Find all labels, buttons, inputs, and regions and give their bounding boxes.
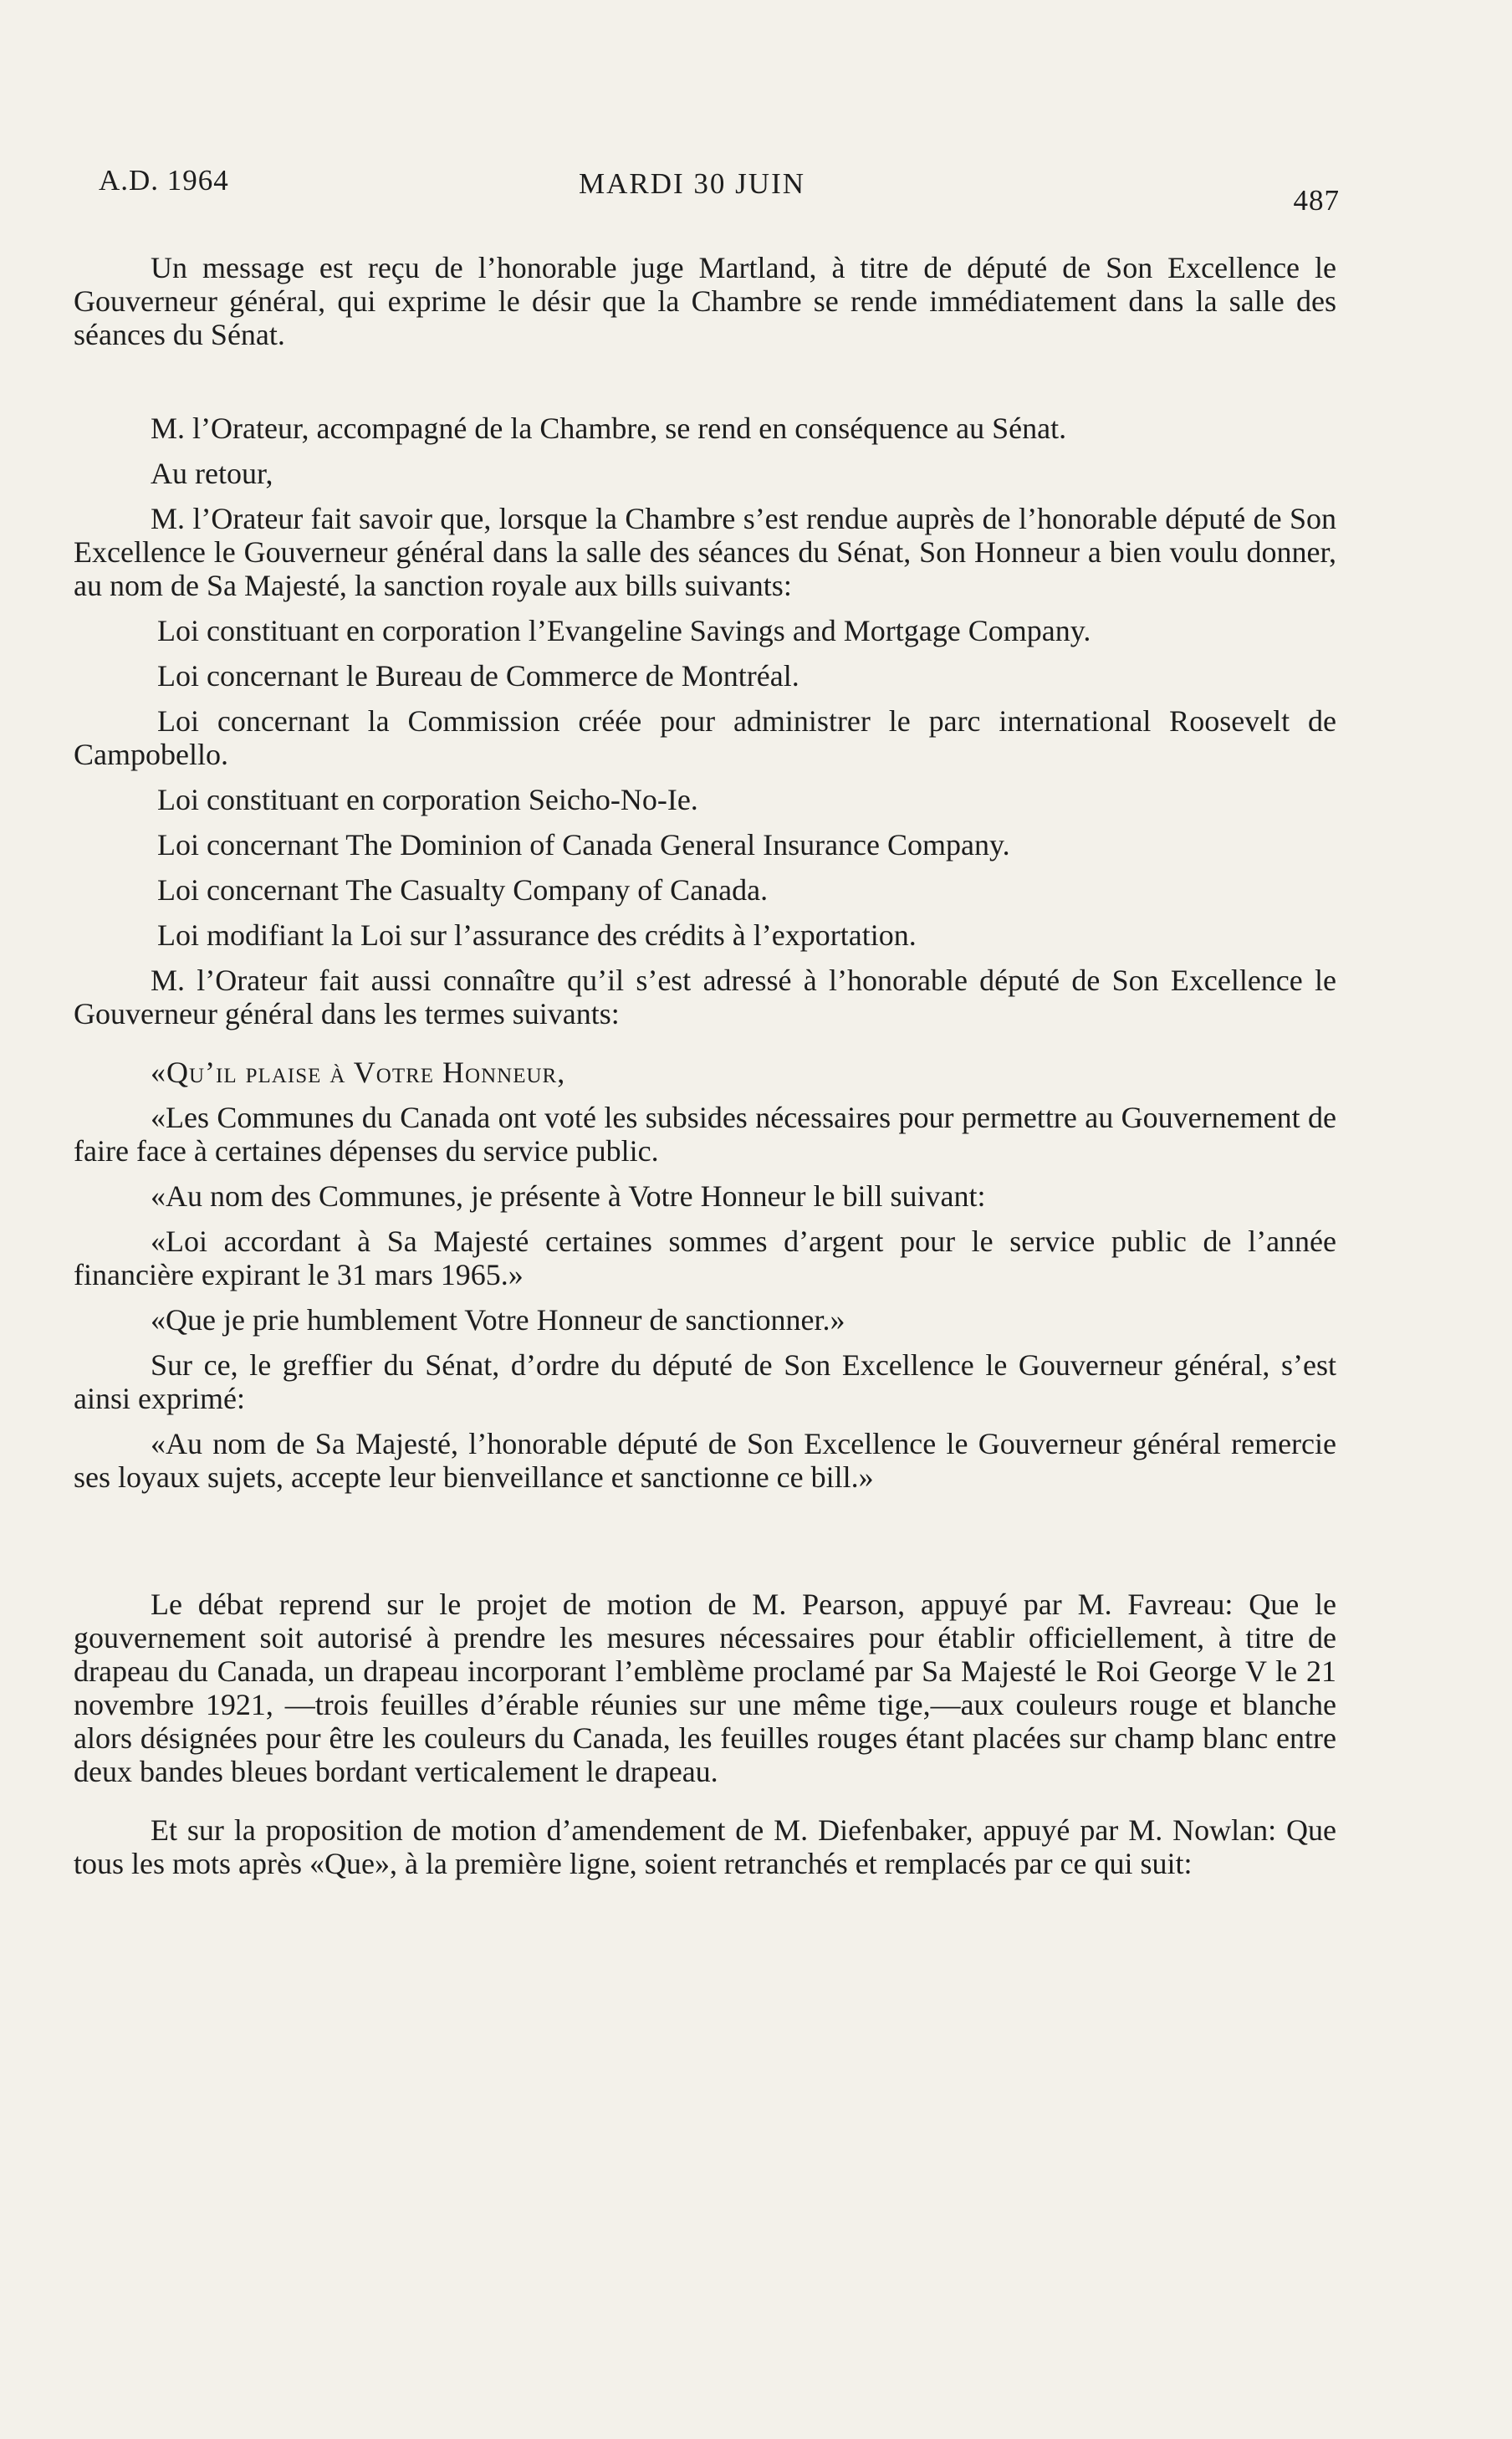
paragraph-flag-debate: Le débat reprend sur le projet de motion de M. Pearson, appuyé par M. Favreau: Que le gouvernement soit autorisé à prendre les mesures nécessaires pour établir officiellement, à titre de drapeau du Canada, un drapeau incorporant l’emblème proclamé par Sa Majesté le Roi George V le 21 novembre 1921, —trois feuilles d’érable réunies sur une même tige,—aux couleurs rouge et blanche alors désignées pour être les couleurs du Canada, les feuilles rouges étant placées sur champ blanc entre deux bandes bleues bordant verticalement le drapeau. — [74, 1588, 1336, 1788]
paragraph-speaker-address: M. l’Orateur fait aussi connaître qu’il s’est adressé à l’honorable député de Son Excellence le Gouverneur général dans les termes suivants: — [74, 964, 1336, 1030]
bill-item: Loi concernant The Dominion of Canada General Insurance Company. — [157, 828, 1010, 862]
header-date: MARDI 30 JUIN — [579, 167, 805, 200]
bill-item: Loi concernant The Casualty Company of Canada. — [157, 873, 769, 907]
paragraph-appropriation-bill: «Loi accordant à Sa Majesté certaines sommes d’argent pour le service public de l’année financière expirant le 31 mars 1965.» — [74, 1225, 1336, 1291]
bill-item: Loi constituant en corporation l’Evangeline Savings and Mortgage Company. — [157, 614, 1091, 647]
paragraph-salutation: «Qu’il plaise à Votre Honneur, — [151, 1056, 566, 1089]
paragraph-thanks: «Au nom de Sa Majesté, l’honorable député de Son Excellence le Gouverneur général remercie ses loyaux sujets, accepte leur bienveillance et sanctionne ce bill.» — [74, 1427, 1336, 1494]
paragraph-present-bill: «Au nom des Communes, je présente à Votre Honneur le bill suivant: — [151, 1179, 986, 1213]
bill-item: Loi concernant la Commission créée pour administrer le parc international Roosevelt de Campobello. — [74, 704, 1336, 771]
paragraph-speaker-senate: M. l’Orateur, accompagné de la Chambre, se rend en conséquence au Sénat. — [151, 412, 1067, 445]
paragraph-supply: «Les Communes du Canada ont voté les subsides nécessaires pour permettre au Gouvernement de faire face à certaines dépenses du service public. — [74, 1101, 1336, 1168]
page-header — [99, 164, 1340, 217]
paragraph-clerk: Sur ce, le greffier du Sénat, d’ordre du député de Son Excellence le Gouverneur général, s’est ainsi exprimé: — [74, 1348, 1336, 1415]
header-year: A.D. 1964 — [99, 164, 229, 197]
paragraph-pray-assent: «Que je prie humblement Votre Honneur de sanctionner.» — [151, 1303, 845, 1337]
paragraph-amendment: Et sur la proposition de motion d’amendement de M. Diefenbaker, appuyé par M. Nowlan: Que tous les mots après «Que», à la première ligne, soient retranchés et remplacés par ce qui suit: — [74, 1813, 1336, 1880]
bill-item: Loi constituant en corporation Seicho-No-Ie. — [157, 783, 698, 816]
document-body — [74, 251, 1336, 1892]
paragraph-royal-assent: M. l’Orateur fait savoir que, lorsque la Chambre s’est rendue auprès de l’honorable député de Son Excellence le Gouverneur général dans la salle des séances du Sénat, Son Honneur a bien voulu donner, au nom de Sa Majesté, la sanction royale aux bills suivants: — [74, 502, 1336, 602]
paragraph-message: Un message est reçu de l’honorable juge Martland, à titre de député de Son Excellence le Gouverneur général, qui exprime le désir que la Chambre se rende immédiatement dans la salle des séances du Sénat. — [74, 251, 1336, 351]
bill-item: Loi concernant le Bureau de Commerce de Montréal. — [157, 659, 799, 693]
page-number: 487 — [1293, 184, 1340, 217]
bill-item: Loi modifiant la Loi sur l’assurance des crédits à l’exportation. — [157, 918, 917, 952]
paragraph-return: Au retour, — [151, 457, 273, 490]
